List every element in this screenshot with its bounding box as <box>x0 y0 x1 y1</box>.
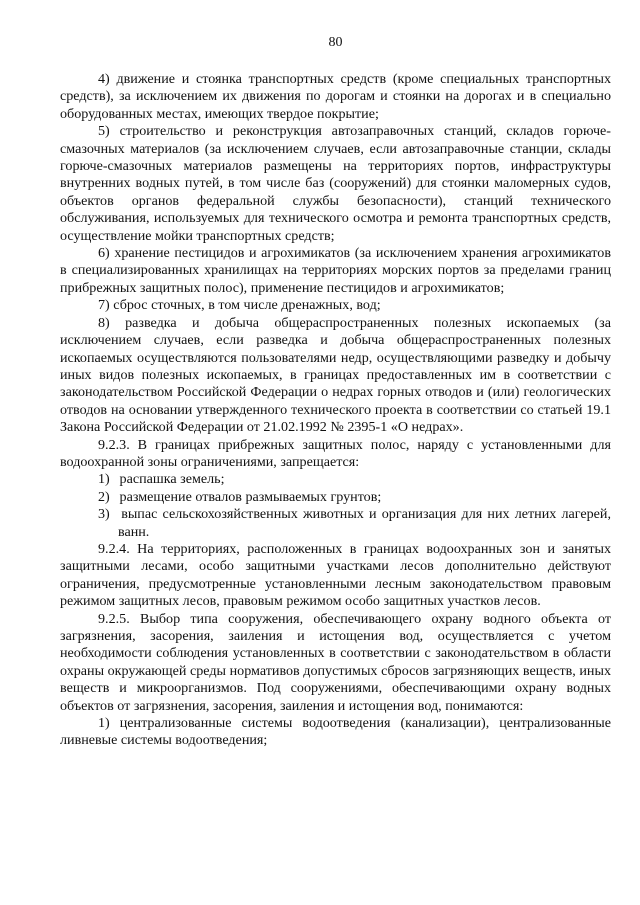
structure-item-1: 1) централизованные системы водоотведения (канализации), централизованные ливневые системы водоотведения; <box>60 715 611 749</box>
list-item-text: распашка земель; <box>119 471 225 488</box>
paragraph-item-6: 6) хранение пестицидов и агрохимикатов (за исключением хранения агрохимикатов в специализированных хранилищах на территориях морских портов за пределами границ прибрежных защитных полос), применение пестицидов и агрохимикатов; <box>60 245 611 296</box>
paragraph-item-5: 5) строительство и реконструкция автозаправочных станций, складов горюче-смазочных материалов (за исключением случаев, если автозаправочные станции, склады горюче-смазочных материалов размещены на территориях портов, инфраструктуры внутренних водных путей, в том числе баз (сооружений) для стоянки маломерных судов, объектов органов федеральной службы безопасности), станций технического обслуживания, используемых для технического осмотра и ремонта транспортных средств, осуществление мойки транспортных средств; <box>60 123 611 244</box>
list-item <box>60 489 611 506</box>
list-item-number: 2) <box>98 488 110 505</box>
list-9-2-3 <box>60 471 611 541</box>
list-item-text: размещение отвалов размываемых грунтов; <box>119 488 382 505</box>
section-9-2-5: 9.2.5. Выбор типа сооружения, обеспечивающего охрану водного объекта от загрязнения, засорения, заиления и истощения вод, осуществляется с учетом необходимости соблюдения установленных в соответствии с законодательством в области охраны окружающей среды нормативов допустимых сбросов загрязняющих веществ, иных веществ и микроорганизмов. Под сооружениями, обеспечивающими охрану водных объектов от загрязнения, засорения, заиления и истощения вод, понимаются: <box>60 610 611 714</box>
paragraph-item-8: 8) разведка и добыча общераспространенных полезных ископаемых (за исключением случаев, если разведка и добыча общераспространенных полезных ископаемых осуществляются пользователями недр, осуществляющими разведку и добычу иных видов полезных ископаемых, в границах предоставленных им в соответствии с законодательством Российской Федерации о недрах горных отводов и (или) геологических отводов на основании утвержденного технического проекта в соответствии со статьей 19.1 Закона Российской Федерации от 21.02.1992 № 2395-1 «О недрах». <box>60 314 611 436</box>
paragraph-item-4: 4) движение и стоянка транспортных средств (кроме специальных транспортных средств), за исключением их движения по дорогам и стоянки на дорогах и в специально оборудованных местах, имеющих твердое покрытие; <box>60 71 611 122</box>
paragraph-item-7: 7) сброс сточных, в том числе дренажных, вод; <box>98 297 381 314</box>
list-item-number: 3) <box>98 506 110 523</box>
list-item <box>60 471 611 488</box>
document-page <box>60 34 611 750</box>
section-9-2-4: 9.2.4. На территориях, расположенных в границах водоохранных зон и занятых защитными лесами, особо защитными участками лесов дополнительно действуют ограничения, предусмотренные установленными лесным законодательством правовым режимом защитных лесов, правовым режимом особо защитных участков лесов. <box>60 540 611 610</box>
page-number: 80 <box>328 35 343 50</box>
list-item <box>60 506 611 541</box>
list-item-number: 1) <box>98 471 110 488</box>
list-item-text: выпас сельскохозяйственных животных и организация для них летних лагерей, ванн. <box>118 506 611 540</box>
section-9-2-3: 9.2.3. В границах прибрежных защитных полос, наряду с установленными для водоохранной зоны ограничениями, запрещается: <box>60 436 611 470</box>
